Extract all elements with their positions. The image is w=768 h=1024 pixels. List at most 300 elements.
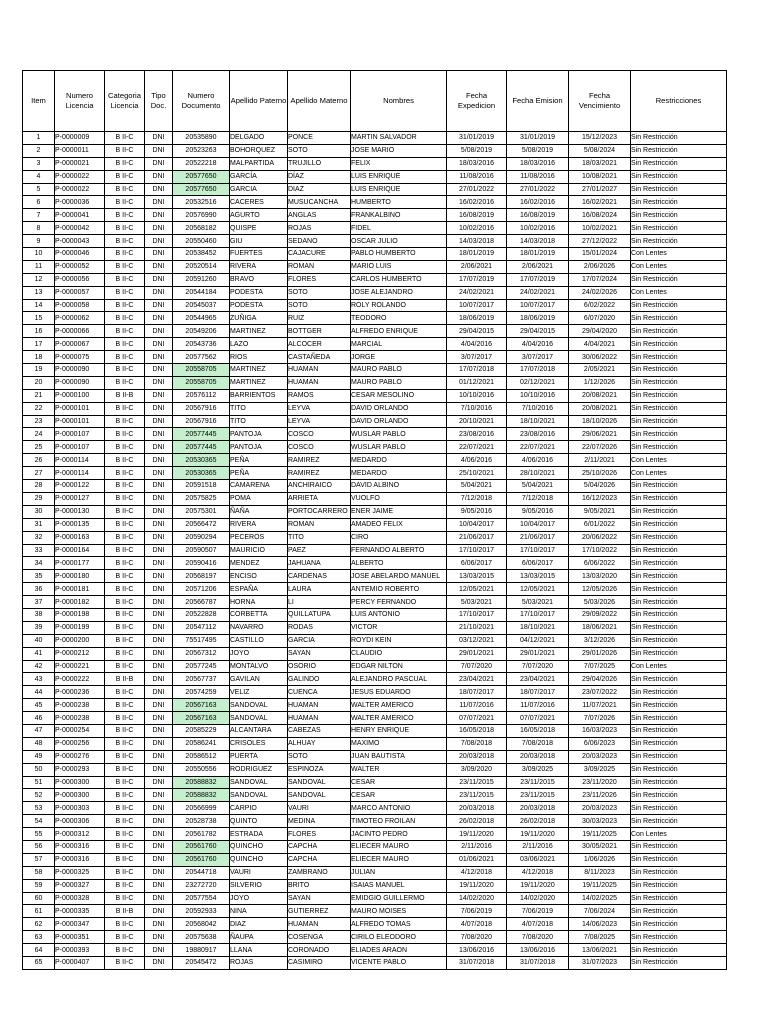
categoria-cell: B II-C bbox=[105, 144, 145, 157]
item-cell: 33 bbox=[23, 544, 55, 557]
tipo-doc-cell: DNI bbox=[145, 815, 173, 828]
restricciones-cell: Sin Restricción bbox=[631, 144, 727, 157]
restricciones-cell: Con Lentes bbox=[631, 248, 727, 261]
categoria-cell: B II-B bbox=[105, 673, 145, 686]
restricciones-cell: Sin Restricción bbox=[631, 776, 727, 789]
table-row bbox=[23, 505, 727, 518]
licencia-cell: P-0000101 bbox=[55, 415, 105, 428]
apellido-materno-cell: LEYVA bbox=[288, 402, 351, 415]
restricciones-cell: Sin Restricción bbox=[631, 583, 727, 596]
fecha-vencimiento-cell: 20/08/2021 bbox=[569, 402, 631, 415]
documento-cell: 20591518 bbox=[173, 480, 230, 493]
restricciones-cell: Sin Restricción bbox=[631, 299, 727, 312]
header-nombres: Nombres bbox=[351, 71, 447, 132]
documento-cell: 20568197 bbox=[173, 570, 230, 583]
categoria-cell: B II-C bbox=[105, 660, 145, 673]
categoria-cell: B II-C bbox=[105, 802, 145, 815]
fecha-expedicion-cell: 11/08/2016 bbox=[447, 170, 507, 183]
fecha-emision-cell: 19/11/2020 bbox=[507, 879, 569, 892]
fecha-expedicion-cell: 7/10/2016 bbox=[447, 402, 507, 415]
item-cell: 34 bbox=[23, 557, 55, 570]
item-cell: 53 bbox=[23, 802, 55, 815]
documento-cell: 20585229 bbox=[173, 724, 230, 737]
fecha-emision-cell: 04/12/2021 bbox=[507, 634, 569, 647]
restricciones-cell: Sin Restricción bbox=[631, 608, 727, 621]
fecha-emision-cell: 4/12/2018 bbox=[507, 866, 569, 879]
tipo-doc-cell: DNI bbox=[145, 364, 173, 377]
fecha-expedicion-cell: 9/05/2016 bbox=[447, 505, 507, 518]
fecha-expedicion-cell: 24/02/2021 bbox=[447, 286, 507, 299]
restricciones-cell: Sin Restricción bbox=[631, 699, 727, 712]
nombres-cell: CIRILO ELEODORO bbox=[351, 931, 447, 944]
header-restricciones: Restricciones bbox=[631, 71, 727, 132]
nombres-cell: MEDARDO bbox=[351, 454, 447, 467]
fecha-expedicion-cell: 17/07/2018 bbox=[447, 364, 507, 377]
categoria-cell: B II-C bbox=[105, 209, 145, 222]
tipo-doc-cell: DNI bbox=[145, 273, 173, 286]
fecha-emision-cell: 13/03/2015 bbox=[507, 570, 569, 583]
documento-cell: 20530365 bbox=[173, 454, 230, 467]
fecha-vencimiento-cell: 18/10/2026 bbox=[569, 415, 631, 428]
item-cell: 1 bbox=[23, 132, 55, 145]
table-row bbox=[23, 376, 727, 389]
licencia-cell: P-0000107 bbox=[55, 441, 105, 454]
apellido-paterno-cell: NAVARRO bbox=[230, 621, 288, 634]
nombres-cell: MAURO MOISES bbox=[351, 905, 447, 918]
nombres-cell: MARIO LUIS bbox=[351, 260, 447, 273]
table-row bbox=[23, 634, 727, 647]
table-row bbox=[23, 222, 727, 235]
nombres-cell: JORGE bbox=[351, 351, 447, 364]
apellido-paterno-cell: QUINCHO bbox=[230, 840, 288, 853]
item-cell: 62 bbox=[23, 918, 55, 931]
documento-cell: 19880917 bbox=[173, 944, 230, 957]
apellido-paterno-cell: QUINTO bbox=[230, 815, 288, 828]
fecha-emision-cell: 23/04/2021 bbox=[507, 673, 569, 686]
fecha-vencimiento-cell: 14/02/2025 bbox=[569, 892, 631, 905]
fecha-expedicion-cell: 2/06/2021 bbox=[447, 260, 507, 273]
restricciones-cell: Sin Restricción bbox=[631, 724, 727, 737]
nombres-cell: MARCO ANTONIO bbox=[351, 802, 447, 815]
documento-cell: 20576112 bbox=[173, 389, 230, 402]
tipo-doc-cell: DNI bbox=[145, 222, 173, 235]
apellido-paterno-cell: ÑAUPA bbox=[230, 931, 288, 944]
item-cell: 16 bbox=[23, 325, 55, 338]
apellido-materno-cell: FLORES bbox=[288, 273, 351, 286]
fecha-vencimiento-cell: 2/11/2021 bbox=[569, 454, 631, 467]
apellido-paterno-cell: BRAVO bbox=[230, 273, 288, 286]
fecha-vencimiento-cell: 23/11/2026 bbox=[569, 789, 631, 802]
documento-cell: 20575301 bbox=[173, 505, 230, 518]
nombres-cell: VICTOR bbox=[351, 621, 447, 634]
restricciones-cell: Sin Restricción bbox=[631, 312, 727, 325]
nombres-cell: CESAR bbox=[351, 776, 447, 789]
fecha-vencimiento-cell: 19/11/2025 bbox=[569, 828, 631, 841]
apellido-paterno-cell: PECEROS bbox=[230, 531, 288, 544]
documento-cell: 20561760 bbox=[173, 853, 230, 866]
fecha-expedicion-cell: 11/07/2016 bbox=[447, 699, 507, 712]
fecha-vencimiento-cell: 5/08/2024 bbox=[569, 144, 631, 157]
documento-cell: 20591260 bbox=[173, 273, 230, 286]
tipo-doc-cell: DNI bbox=[145, 157, 173, 170]
restricciones-cell: Sin Restricción bbox=[631, 402, 727, 415]
fecha-vencimiento-cell: 29/01/2026 bbox=[569, 647, 631, 660]
item-cell: 49 bbox=[23, 750, 55, 763]
table-row bbox=[23, 544, 727, 557]
tipo-doc-cell: DNI bbox=[145, 415, 173, 428]
fecha-expedicion-cell: 7/08/2018 bbox=[447, 737, 507, 750]
categoria-cell: B II-C bbox=[105, 454, 145, 467]
nombres-cell: CESAR bbox=[351, 789, 447, 802]
documento-cell: 20588832 bbox=[173, 776, 230, 789]
licencia-cell: P-0000180 bbox=[55, 570, 105, 583]
apellido-materno-cell: HUAMAN bbox=[288, 364, 351, 377]
categoria-cell: B II-C bbox=[105, 170, 145, 183]
apellido-materno-cell: DÍAZ bbox=[288, 170, 351, 183]
documento-cell: 20545037 bbox=[173, 299, 230, 312]
apellido-paterno-cell: PEÑA bbox=[230, 454, 288, 467]
apellido-paterno-cell: SILVERIO bbox=[230, 879, 288, 892]
restricciones-cell: Con Lentes bbox=[631, 454, 727, 467]
apellido-paterno-cell: MALPARTIDA bbox=[230, 157, 288, 170]
item-cell: 15 bbox=[23, 312, 55, 325]
licencia-cell: P-0000335 bbox=[55, 905, 105, 918]
tipo-doc-cell: DNI bbox=[145, 699, 173, 712]
nombres-cell: ROLY ROLANDO bbox=[351, 299, 447, 312]
table-row bbox=[23, 957, 727, 970]
fecha-vencimiento-cell: 1/06/2026 bbox=[569, 853, 631, 866]
documento-cell: 20575825 bbox=[173, 492, 230, 505]
fecha-expedicion-cell: 18/01/2019 bbox=[447, 248, 507, 261]
item-cell: 6 bbox=[23, 196, 55, 209]
categoria-cell: B II-C bbox=[105, 931, 145, 944]
fecha-emision-cell: 29/01/2021 bbox=[507, 647, 569, 660]
item-cell: 26 bbox=[23, 454, 55, 467]
apellido-paterno-cell: BOHORQUEZ bbox=[230, 144, 288, 157]
categoria-cell: B II-C bbox=[105, 866, 145, 879]
restricciones-cell: Sin Restricción bbox=[631, 621, 727, 634]
fecha-vencimiento-cell: 19/11/2025 bbox=[569, 879, 631, 892]
apellido-paterno-cell: ESTRADA bbox=[230, 828, 288, 841]
licencia-cell: P-0000198 bbox=[55, 608, 105, 621]
fecha-emision-cell: 17/07/2018 bbox=[507, 364, 569, 377]
restricciones-cell: Sin Restricción bbox=[631, 815, 727, 828]
fecha-vencimiento-cell: 18/06/2021 bbox=[569, 621, 631, 634]
tipo-doc-cell: DNI bbox=[145, 828, 173, 841]
fecha-expedicion-cell: 23/08/2016 bbox=[447, 428, 507, 441]
documento-cell: 20544718 bbox=[173, 866, 230, 879]
nombres-cell: ELIADES ARAON bbox=[351, 944, 447, 957]
documento-cell: 20544965 bbox=[173, 312, 230, 325]
apellido-paterno-cell: PANTOJA bbox=[230, 441, 288, 454]
licencia-cell: P-0000127 bbox=[55, 492, 105, 505]
apellido-paterno-cell: MARTINEZ bbox=[230, 376, 288, 389]
apellido-paterno-cell: MARTINEZ bbox=[230, 325, 288, 338]
licencia-cell: P-0000316 bbox=[55, 840, 105, 853]
fecha-emision-cell: 07/07/2021 bbox=[507, 712, 569, 725]
categoria-cell: B II-C bbox=[105, 724, 145, 737]
restricciones-cell: Sin Restricción bbox=[631, 802, 727, 815]
categoria-cell: B II-C bbox=[105, 518, 145, 531]
fecha-expedicion-cell: 16/08/2019 bbox=[447, 209, 507, 222]
apellido-materno-cell: VAURI bbox=[288, 802, 351, 815]
apellido-paterno-cell: MENDEZ bbox=[230, 557, 288, 570]
apellido-paterno-cell: TITO bbox=[230, 415, 288, 428]
licencia-cell: P-0000066 bbox=[55, 325, 105, 338]
item-cell: 9 bbox=[23, 235, 55, 248]
apellido-paterno-cell: HORNA bbox=[230, 596, 288, 609]
fecha-vencimiento-cell: 2/06/2026 bbox=[569, 260, 631, 273]
table-row bbox=[23, 170, 727, 183]
restricciones-cell: Sin Restricción bbox=[631, 673, 727, 686]
documento-cell: 20538452 bbox=[173, 248, 230, 261]
documento-cell: 20567163 bbox=[173, 712, 230, 725]
fecha-expedicion-cell: 19/11/2020 bbox=[447, 828, 507, 841]
apellido-materno-cell: CASIMIRO bbox=[288, 957, 351, 970]
apellido-paterno-cell: SANDOVAL bbox=[230, 776, 288, 789]
documento-cell: 20575638 bbox=[173, 931, 230, 944]
nombres-cell: ALFREDO TOMAS bbox=[351, 918, 447, 931]
nombres-cell: EMIDGIO GUILLERMO bbox=[351, 892, 447, 905]
restricciones-cell: Con Lentes bbox=[631, 286, 727, 299]
licencia-cell: P-0000306 bbox=[55, 815, 105, 828]
fecha-expedicion-cell: 4/06/2016 bbox=[447, 454, 507, 467]
restricciones-cell: Sin Restricción bbox=[631, 196, 727, 209]
table-row bbox=[23, 596, 727, 609]
nombres-cell: HUMBERTO bbox=[351, 196, 447, 209]
table-row bbox=[23, 389, 727, 402]
apellido-materno-cell: GARCIA bbox=[288, 634, 351, 647]
fecha-vencimiento-cell: 14/06/2023 bbox=[569, 918, 631, 931]
nombres-cell: WALTER AMERICO bbox=[351, 712, 447, 725]
restricciones-cell: Sin Restricción bbox=[631, 570, 727, 583]
nombres-cell: JUAN BAUTISTA bbox=[351, 750, 447, 763]
licencia-cell: P-0000043 bbox=[55, 235, 105, 248]
licencia-cell: P-0000236 bbox=[55, 686, 105, 699]
fecha-expedicion-cell: 13/03/2015 bbox=[447, 570, 507, 583]
fecha-emision-cell: 31/07/2018 bbox=[507, 957, 569, 970]
licencia-cell: P-0000200 bbox=[55, 634, 105, 647]
table-row bbox=[23, 531, 727, 544]
fecha-emision-cell: 3/07/2017 bbox=[507, 351, 569, 364]
restricciones-cell: Sin Restricción bbox=[631, 222, 727, 235]
fecha-expedicion-cell: 16/05/2018 bbox=[447, 724, 507, 737]
categoria-cell: B II-C bbox=[105, 763, 145, 776]
apellido-materno-cell: SANDOVAL bbox=[288, 789, 351, 802]
apellido-paterno-cell: ROJAS bbox=[230, 957, 288, 970]
fecha-emision-cell: 26/02/2018 bbox=[507, 815, 569, 828]
documento-cell: 20577562 bbox=[173, 351, 230, 364]
fecha-expedicion-cell: 16/02/2016 bbox=[447, 196, 507, 209]
tipo-doc-cell: DNI bbox=[145, 621, 173, 634]
apellido-materno-cell: PAEZ bbox=[288, 544, 351, 557]
categoria-cell: B II-C bbox=[105, 750, 145, 763]
tipo-doc-cell: DNI bbox=[145, 132, 173, 145]
apellido-materno-cell: PORTOCARRERO bbox=[288, 505, 351, 518]
restricciones-cell: Sin Restricción bbox=[631, 157, 727, 170]
documento-cell: 20523263 bbox=[173, 144, 230, 157]
fecha-emision-cell: 11/07/2016 bbox=[507, 699, 569, 712]
fecha-emision-cell: 18/10/2021 bbox=[507, 415, 569, 428]
apellido-materno-cell: ANCHIRAICO bbox=[288, 480, 351, 493]
apellido-paterno-cell: MARTINEZ bbox=[230, 364, 288, 377]
fecha-vencimiento-cell: 8/11/2023 bbox=[569, 866, 631, 879]
documento-cell: 20576990 bbox=[173, 209, 230, 222]
apellido-materno-cell: BOTTGER bbox=[288, 325, 351, 338]
documento-cell: 20567916 bbox=[173, 402, 230, 415]
fecha-expedicion-cell: 18/07/2017 bbox=[447, 686, 507, 699]
fecha-emision-cell: 4/04/2016 bbox=[507, 338, 569, 351]
categoria-cell: B II-C bbox=[105, 364, 145, 377]
table-row bbox=[23, 853, 727, 866]
apellido-materno-cell: SAYAN bbox=[288, 647, 351, 660]
fecha-expedicion-cell: 19/11/2020 bbox=[447, 879, 507, 892]
apellido-materno-cell: DIAZ bbox=[288, 183, 351, 196]
fecha-expedicion-cell: 07/07/2021 bbox=[447, 712, 507, 725]
fecha-emision-cell: 18/07/2017 bbox=[507, 686, 569, 699]
fecha-expedicion-cell: 3/09/2020 bbox=[447, 763, 507, 776]
nombres-cell: ELIECER MAURO bbox=[351, 853, 447, 866]
tipo-doc-cell: DNI bbox=[145, 866, 173, 879]
categoria-cell: B II-C bbox=[105, 132, 145, 145]
categoria-cell: B II-C bbox=[105, 686, 145, 699]
fecha-vencimiento-cell: 16/03/2023 bbox=[569, 724, 631, 737]
tipo-doc-cell: DNI bbox=[145, 634, 173, 647]
apellido-paterno-cell: GARCÍA bbox=[230, 170, 288, 183]
item-cell: 58 bbox=[23, 866, 55, 879]
table-row bbox=[23, 724, 727, 737]
table-row bbox=[23, 737, 727, 750]
table-row bbox=[23, 570, 727, 583]
fecha-emision-cell: 6/06/2017 bbox=[507, 557, 569, 570]
item-cell: 54 bbox=[23, 815, 55, 828]
tipo-doc-cell: DNI bbox=[145, 724, 173, 737]
categoria-cell: B II-C bbox=[105, 260, 145, 273]
table-row bbox=[23, 931, 727, 944]
apellido-paterno-cell: CARPIO bbox=[230, 802, 288, 815]
nombres-cell: CIRO bbox=[351, 531, 447, 544]
apellido-paterno-cell: FUERTES bbox=[230, 248, 288, 261]
categoria-cell: B II-C bbox=[105, 376, 145, 389]
categoria-cell: B II-C bbox=[105, 196, 145, 209]
restricciones-cell: Sin Restricción bbox=[631, 905, 727, 918]
item-cell: 55 bbox=[23, 828, 55, 841]
item-cell: 32 bbox=[23, 531, 55, 544]
nombres-cell: FELIX bbox=[351, 157, 447, 170]
categoria-cell: B II-C bbox=[105, 157, 145, 170]
header-tipo-doc: Tipo Doc. bbox=[145, 71, 173, 132]
categoria-cell: B II-B bbox=[105, 905, 145, 918]
fecha-vencimiento-cell: 11/07/2021 bbox=[569, 699, 631, 712]
apellido-materno-cell: GUTIERREZ bbox=[288, 905, 351, 918]
nombres-cell: WUSLAR PABLO bbox=[351, 441, 447, 454]
fecha-expedicion-cell: 01/12/2021 bbox=[447, 376, 507, 389]
fecha-emision-cell: 7/06/2019 bbox=[507, 905, 569, 918]
apellido-materno-cell: HUAMAN bbox=[288, 376, 351, 389]
apellido-materno-cell: PONCE bbox=[288, 132, 351, 145]
fecha-expedicion-cell: 22/07/2021 bbox=[447, 441, 507, 454]
item-cell: 5 bbox=[23, 183, 55, 196]
tipo-doc-cell: DNI bbox=[145, 763, 173, 776]
nombres-cell: JOSE ABELARDO MANUEL bbox=[351, 570, 447, 583]
fecha-vencimiento-cell: 13/03/2020 bbox=[569, 570, 631, 583]
documento-cell: 20568042 bbox=[173, 918, 230, 931]
fecha-vencimiento-cell: 2/05/2021 bbox=[569, 364, 631, 377]
apellido-materno-cell: LAURA bbox=[288, 583, 351, 596]
tipo-doc-cell: DNI bbox=[145, 170, 173, 183]
documento-cell: 20567916 bbox=[173, 415, 230, 428]
documento-cell: 20586241 bbox=[173, 737, 230, 750]
apellido-paterno-cell: BARRIENTOS bbox=[230, 389, 288, 402]
fecha-vencimiento-cell: 4/04/2021 bbox=[569, 338, 631, 351]
licencia-cell: P-0000057 bbox=[55, 286, 105, 299]
categoria-cell: B II-C bbox=[105, 840, 145, 853]
apellido-paterno-cell: LLANA bbox=[230, 944, 288, 957]
categoria-cell: B II-C bbox=[105, 312, 145, 325]
restricciones-cell: Sin Restricción bbox=[631, 544, 727, 557]
licencia-cell: P-0000222 bbox=[55, 673, 105, 686]
licencia-cell: P-0000036 bbox=[55, 196, 105, 209]
item-cell: 64 bbox=[23, 944, 55, 957]
nombres-cell: HENRY ENRIQUE bbox=[351, 724, 447, 737]
item-cell: 3 bbox=[23, 157, 55, 170]
restricciones-cell: Sin Restricción bbox=[631, 853, 727, 866]
table-row bbox=[23, 583, 727, 596]
licencia-cell: P-0000303 bbox=[55, 802, 105, 815]
nombres-cell: AMADEO FELIX bbox=[351, 518, 447, 531]
tipo-doc-cell: DNI bbox=[145, 389, 173, 402]
item-cell: 8 bbox=[23, 222, 55, 235]
fecha-expedicion-cell: 18/03/2016 bbox=[447, 157, 507, 170]
restricciones-cell: Sin Restricción bbox=[631, 918, 727, 931]
documento-cell: 20592933 bbox=[173, 905, 230, 918]
fecha-emision-cell: 5/04/2021 bbox=[507, 480, 569, 493]
licencia-cell: P-0000114 bbox=[55, 467, 105, 480]
licencia-cell: P-0000022 bbox=[55, 170, 105, 183]
fecha-emision-cell: 02/12/2021 bbox=[507, 376, 569, 389]
fecha-vencimiento-cell: 17/07/2024 bbox=[569, 273, 631, 286]
fecha-vencimiento-cell: 20/03/2023 bbox=[569, 750, 631, 763]
categoria-cell: B II-C bbox=[105, 621, 145, 634]
licencia-cell: P-0000351 bbox=[55, 931, 105, 944]
apellido-materno-cell: SOTO bbox=[288, 299, 351, 312]
fecha-vencimiento-cell: 7/06/2024 bbox=[569, 905, 631, 918]
licencia-cell: P-0000238 bbox=[55, 699, 105, 712]
documento-cell: 20530365 bbox=[173, 467, 230, 480]
apellido-materno-cell: HUAMAN bbox=[288, 918, 351, 931]
item-cell: 65 bbox=[23, 957, 55, 970]
tipo-doc-cell: DNI bbox=[145, 505, 173, 518]
fecha-vencimiento-cell: 20/08/2021 bbox=[569, 389, 631, 402]
licencia-cell: P-0000254 bbox=[55, 724, 105, 737]
fecha-expedicion-cell: 23/11/2015 bbox=[447, 789, 507, 802]
documento-cell: 20568182 bbox=[173, 222, 230, 235]
tipo-doc-cell: DNI bbox=[145, 467, 173, 480]
licencia-cell: P-0000325 bbox=[55, 866, 105, 879]
licencia-cell: P-0000327 bbox=[55, 879, 105, 892]
fecha-expedicion-cell: 4/04/2016 bbox=[447, 338, 507, 351]
restricciones-cell: Sin Restricción bbox=[631, 480, 727, 493]
categoria-cell: B II-C bbox=[105, 737, 145, 750]
fecha-expedicion-cell: 7/07/2020 bbox=[447, 660, 507, 673]
documento-cell: 20561760 bbox=[173, 840, 230, 853]
fecha-expedicion-cell: 01/06/2021 bbox=[447, 853, 507, 866]
apellido-paterno-cell: NINA bbox=[230, 905, 288, 918]
nombres-cell: FRANKALBINO bbox=[351, 209, 447, 222]
restricciones-cell: Sin Restricción bbox=[631, 840, 727, 853]
fecha-expedicion-cell: 21/10/2021 bbox=[447, 621, 507, 634]
tipo-doc-cell: DNI bbox=[145, 750, 173, 763]
